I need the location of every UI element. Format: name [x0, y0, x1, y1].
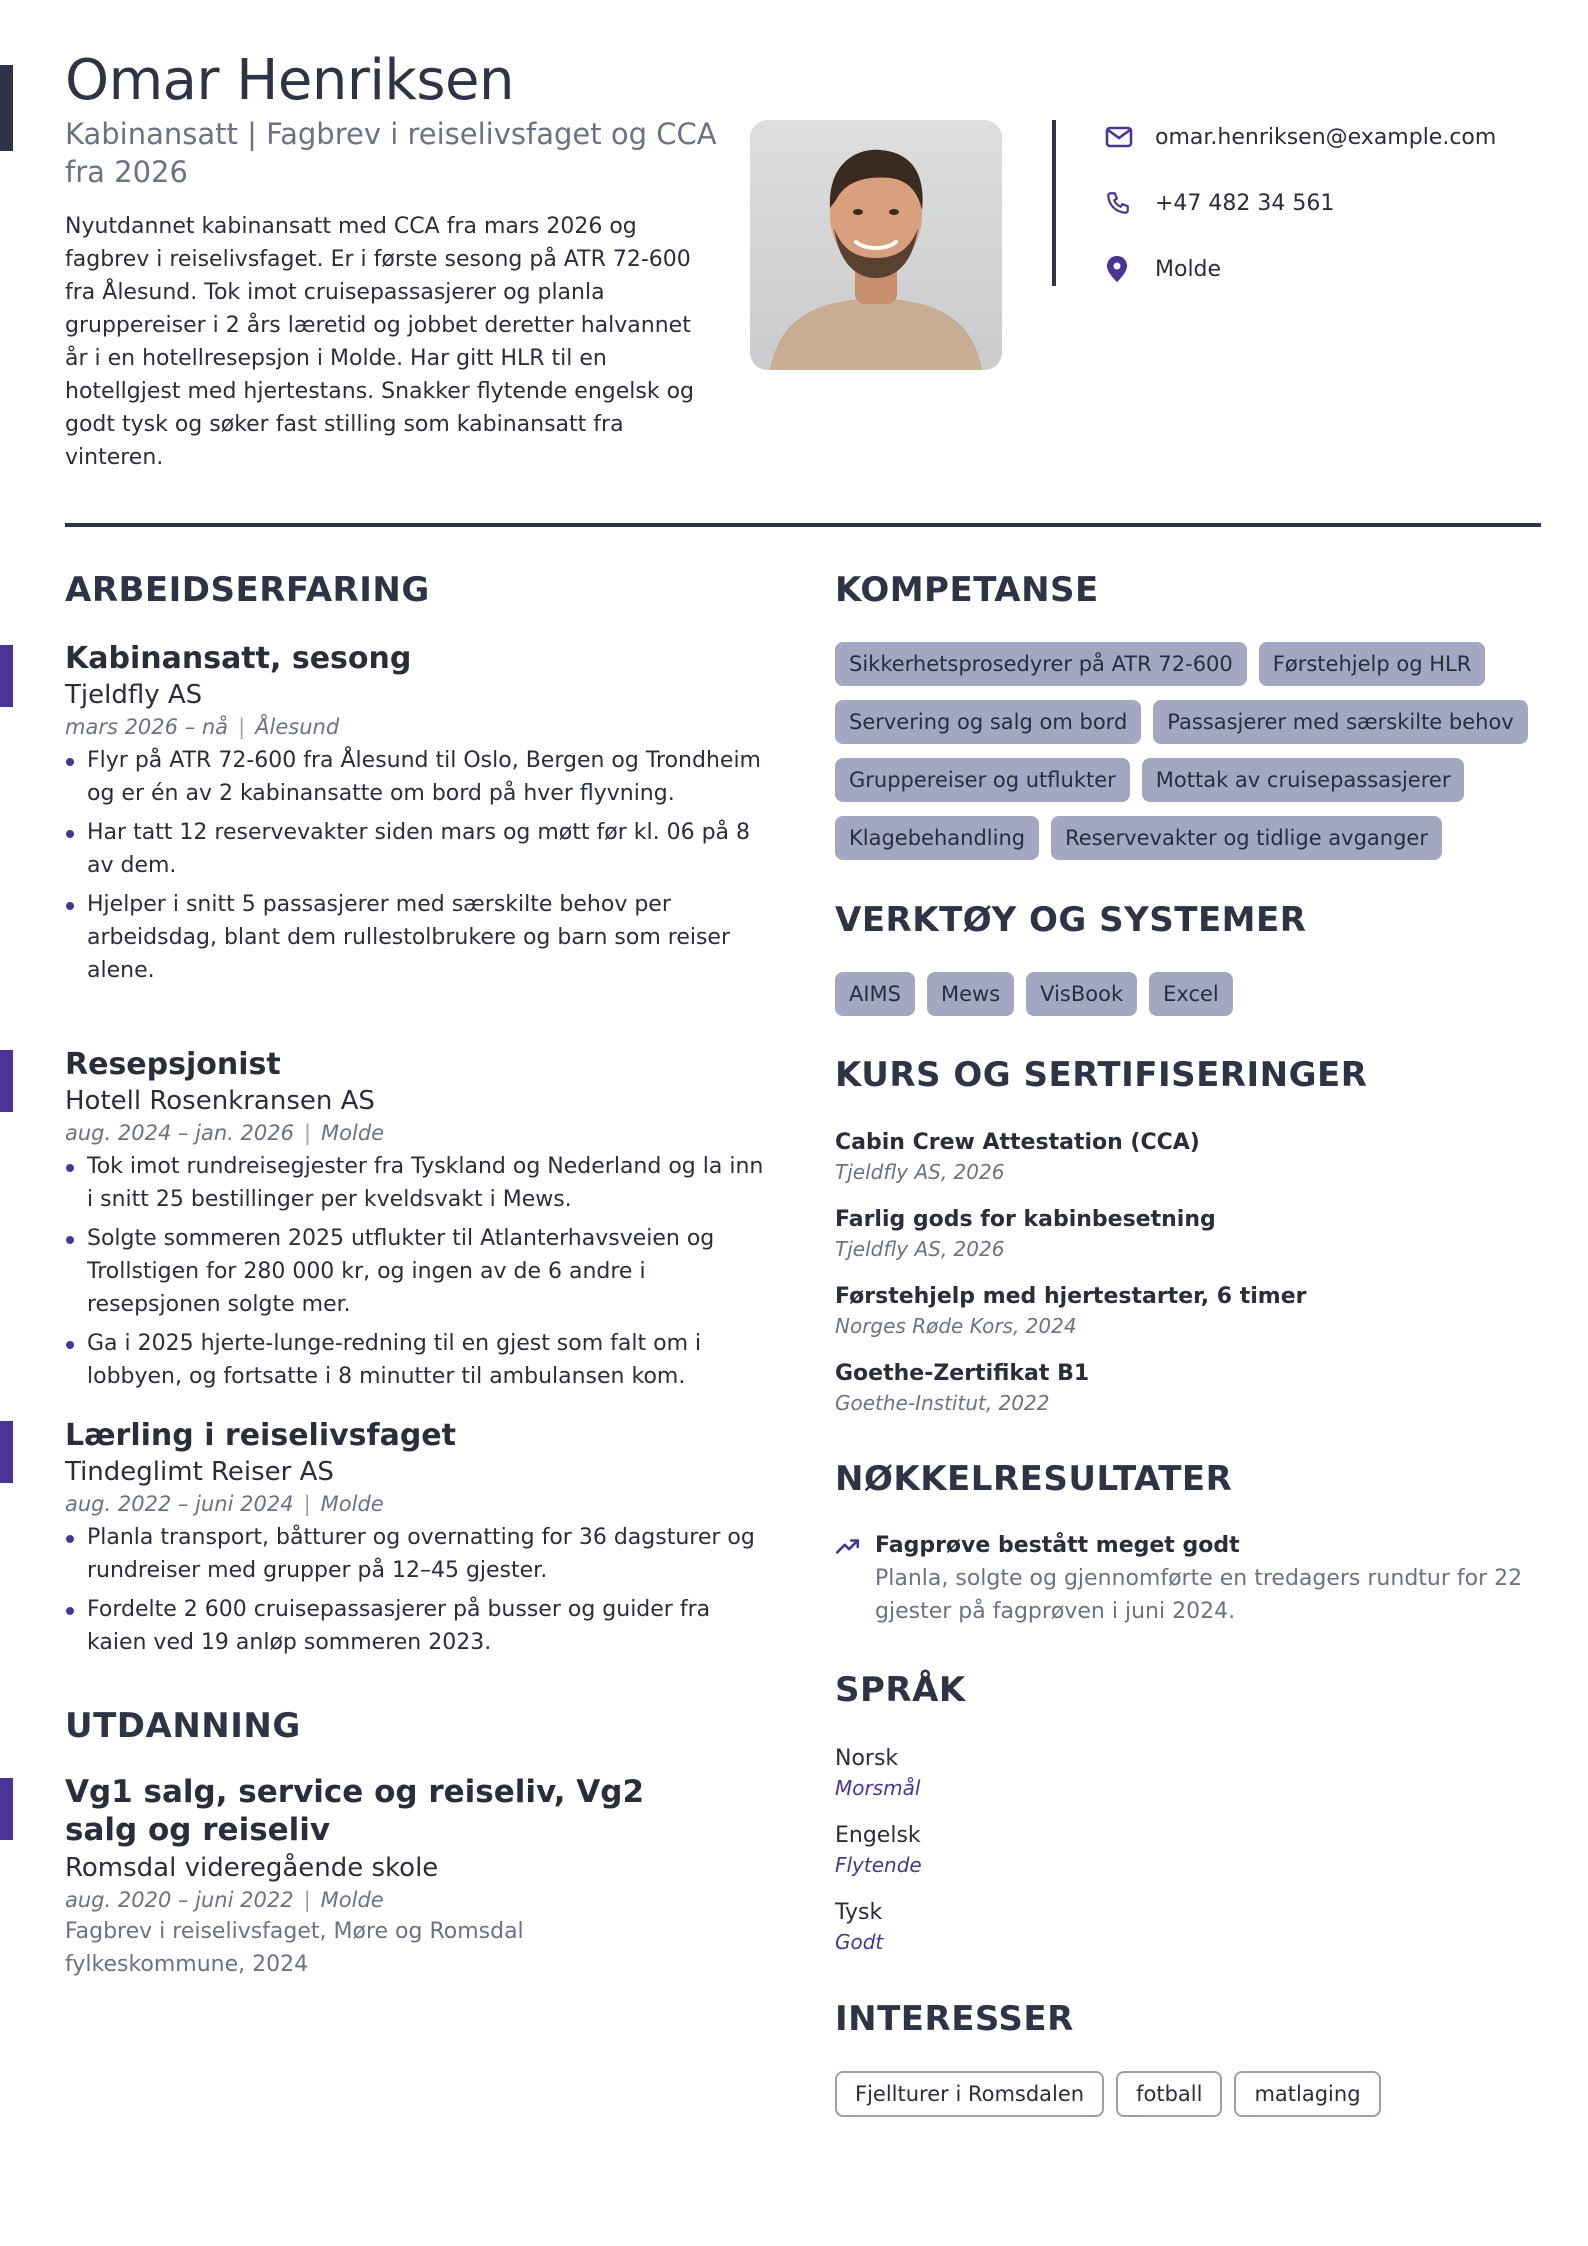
interest-chip: Fjellturer i Romsdalen	[835, 2071, 1104, 2117]
map-pin-icon	[1105, 254, 1135, 284]
course-name: Førstehjelp med hjertestarter, 6 timer	[835, 1284, 1307, 1309]
summary: Nyutdannet kabinansatt med CCA fra mars 2026 og fagbrev i reiselivsfaget. Er i første sesong på ATR 72-600 fra Ålesund. Tok imot cruisepassasjerer og planla gruppereiser i 2 års læretid og jobbet deretter halvannet år i en hotellresepsjon i Molde. Har gitt HLR til en hotellgjest med hjertestans. Snakker flytende engelsk og godt tysk og søker fast stilling som kabinansatt fra vinteren.	[65, 214, 695, 470]
skill-chip: Passasjerer med særskilte behov	[1153, 700, 1527, 744]
education-place: Molde	[320, 1888, 384, 1912]
contact-divider	[1052, 120, 1056, 286]
job-title: Kabinansatt, sesong	[65, 641, 412, 676]
job-accent-bar	[0, 645, 13, 707]
section-title-tools: VERKTØY OG SYSTEMER	[835, 900, 1307, 940]
job-bullet: Hjelper i snitt 5 passasjerer med særskilte behov per arbeidsdag, blant dem rullestolbrukere og barn som reiser alene.	[65, 888, 765, 987]
language-level: Godt	[835, 1930, 884, 1954]
skills-list	[835, 642, 1545, 860]
tool-chip: AIMS	[835, 972, 915, 1016]
tools-list	[835, 972, 1545, 1016]
result-item	[835, 1530, 1545, 1628]
phone-icon	[1105, 188, 1135, 218]
header-accent-bar	[0, 65, 13, 151]
education-meta: aug. 2020 – juni 2022 | Molde	[65, 1888, 384, 1912]
email-text: omar.henriksen@example.com	[1155, 124, 1497, 150]
course-meta: Tjeldfly AS, 2026	[835, 1237, 1005, 1261]
section-title-interests: INTERESSER	[835, 1999, 1074, 2039]
course-meta: Norges Røde Kors, 2024	[835, 1314, 1077, 1338]
language-level: Flytende	[835, 1853, 922, 1877]
job-meta: aug. 2024 – jan. 2026 | Molde	[65, 1121, 385, 1145]
section-title-results: NØKKELRESULTATER	[835, 1459, 1233, 1499]
job-accent-bar	[0, 1421, 13, 1483]
language-level: Morsmål	[835, 1776, 921, 1800]
education-accent-bar	[0, 1778, 13, 1840]
section-title-skills: KOMPETANSE	[835, 570, 1099, 610]
section-title-languages: SPRÅK	[835, 1670, 966, 1710]
course-item	[835, 1128, 1535, 1186]
result-description: Planla, solgte og gjennomførte en tredagers rundtur for 22 gjester på fagprøven i juni 2024.	[875, 1566, 1523, 1624]
experience-item	[65, 1046, 765, 1399]
job-title: Resepsjonist	[65, 1047, 281, 1082]
job-bullet: Flyr på ATR 72-600 fra Ålesund til Oslo, Bergen og Trondheim og er én av 2 kabinansatte om bord på hver flyvning.	[65, 744, 765, 810]
job-bullet: Planla transport, båtturer og overnatting for 36 dagsturer og rundreiser med grupper på 12–45 gjester.	[65, 1521, 765, 1587]
job-period: aug. 2022 – juni 2024	[65, 1492, 294, 1516]
education-note: Fagbrev i reiselivsfaget, Møre og Romsdal fylkeskommune, 2024	[65, 1919, 524, 1977]
job-place: Molde	[321, 1121, 385, 1145]
skill-chip: Klagebehandling	[835, 816, 1039, 860]
trending-up-icon	[835, 1534, 861, 1560]
location-text: Molde	[1155, 256, 1222, 282]
job-bullet: Fordelte 2 600 cruisepassasjerer på busser og guider fra kaien ved 19 anløp sommeren 2023.	[65, 1593, 765, 1659]
tool-chip: Excel	[1149, 972, 1233, 1016]
tool-chip: VisBook	[1026, 972, 1137, 1016]
interest-chip: matlaging	[1234, 2071, 1380, 2117]
headline: Kabinansatt | Fagbrev i reiselivsfaget og CCA fra 2026	[65, 117, 717, 189]
section-title-courses: KURS OG SERTIFISERINGER	[835, 1055, 1368, 1095]
profile-photo	[750, 120, 1002, 370]
job-place: Ålesund	[255, 715, 340, 739]
language-item	[835, 1744, 1235, 1802]
course-name: Goethe-Zertifikat B1	[835, 1361, 1090, 1386]
skill-chip: Sikkerhetsprosedyrer på ATR 72-600	[835, 642, 1247, 686]
profile-photo-illustration	[750, 120, 1002, 370]
job-accent-bar	[0, 1050, 13, 1112]
job-bullets	[65, 744, 765, 987]
job-period: aug. 2024 – jan. 2026	[65, 1121, 294, 1145]
language-item	[835, 1821, 1235, 1879]
job-company: Tindeglimt Reiser AS	[65, 1457, 334, 1487]
education-period: aug. 2020 – juni 2022	[65, 1888, 294, 1912]
section-title-experience: ARBEIDSERFARING	[65, 570, 430, 610]
language-name: Norsk	[835, 1746, 899, 1771]
candidate-name: Omar Henriksen	[65, 48, 514, 113]
course-name: Cabin Crew Attestation (CCA)	[835, 1130, 1200, 1155]
contact-email[interactable]	[1105, 120, 1496, 154]
job-bullet: Ga i 2025 hjerte-lunge-redning til en gjest som falt om i lobbyen, og fortsatte i 8 minutter til ambulansen kom.	[65, 1327, 765, 1393]
course-meta: Goethe-Institut, 2022	[835, 1391, 1050, 1415]
skill-chip: Reservevakter og tidlige avganger	[1051, 816, 1442, 860]
job-bullet: Har tatt 12 reservevakter siden mars og møtt før kl. 06 på 8 av dem.	[65, 816, 765, 882]
course-meta: Tjeldfly AS, 2026	[835, 1160, 1005, 1184]
header-divider	[65, 523, 1541, 527]
skill-chip: Servering og salg om bord	[835, 700, 1141, 744]
contact-phone[interactable]	[1105, 186, 1334, 220]
tool-chip: Mews	[927, 972, 1014, 1016]
education-title: Vg1 salg, service og reiseliv, Vg2 salg og reiseliv	[65, 1774, 645, 1848]
job-meta: mars 2026 – nå | Ålesund	[65, 715, 340, 739]
language-item	[835, 1898, 1235, 1956]
course-item	[835, 1205, 1535, 1263]
interest-chip: fotball	[1116, 2071, 1222, 2117]
job-period: mars 2026 – nå	[65, 715, 229, 739]
skill-chip: Gruppereiser og utflukter	[835, 758, 1130, 802]
education-school: Romsdal videregående skole	[65, 1853, 439, 1883]
course-item	[835, 1282, 1535, 1340]
job-meta: aug. 2022 – juni 2024 | Molde	[65, 1492, 384, 1516]
experience-item	[65, 1417, 765, 1665]
job-bullets	[65, 1150, 765, 1393]
language-name: Engelsk	[835, 1823, 921, 1848]
skill-chip: Mottak av cruisepassasjerer	[1142, 758, 1465, 802]
job-bullet: Tok imot rundreisegjester fra Tyskland og Nederland og la inn i snitt 25 bestillinger per kveldsvakt i Mews.	[65, 1150, 765, 1216]
course-name: Farlig gods for kabinbesetning	[835, 1207, 1216, 1232]
course-item	[835, 1359, 1535, 1417]
result-title: Fagprøve bestått meget godt	[875, 1533, 1240, 1558]
section-title-education: UTDANNING	[65, 1706, 301, 1746]
job-title: Lærling i reiselivsfaget	[65, 1418, 456, 1453]
interests-list	[835, 2071, 1545, 2117]
education-item	[65, 1773, 705, 1981]
job-bullet: Solgte sommeren 2025 utflukter til Atlanterhavsveien og Trollstigen for 280 000 kr, og ingen av de 6 andre i resepsjonen solgte mer.	[65, 1222, 765, 1321]
job-place: Molde	[320, 1492, 384, 1516]
skill-chip: Førstehjelp og HLR	[1259, 642, 1486, 686]
job-company: Tjeldfly AS	[65, 680, 203, 710]
job-bullets	[65, 1521, 765, 1659]
experience-item	[65, 640, 765, 993]
language-name: Tysk	[835, 1900, 883, 1925]
mail-icon	[1105, 122, 1135, 152]
phone-text: +47 482 34 561	[1155, 190, 1335, 216]
job-company: Hotell Rosenkransen AS	[65, 1086, 375, 1116]
contact-location	[1105, 252, 1221, 286]
